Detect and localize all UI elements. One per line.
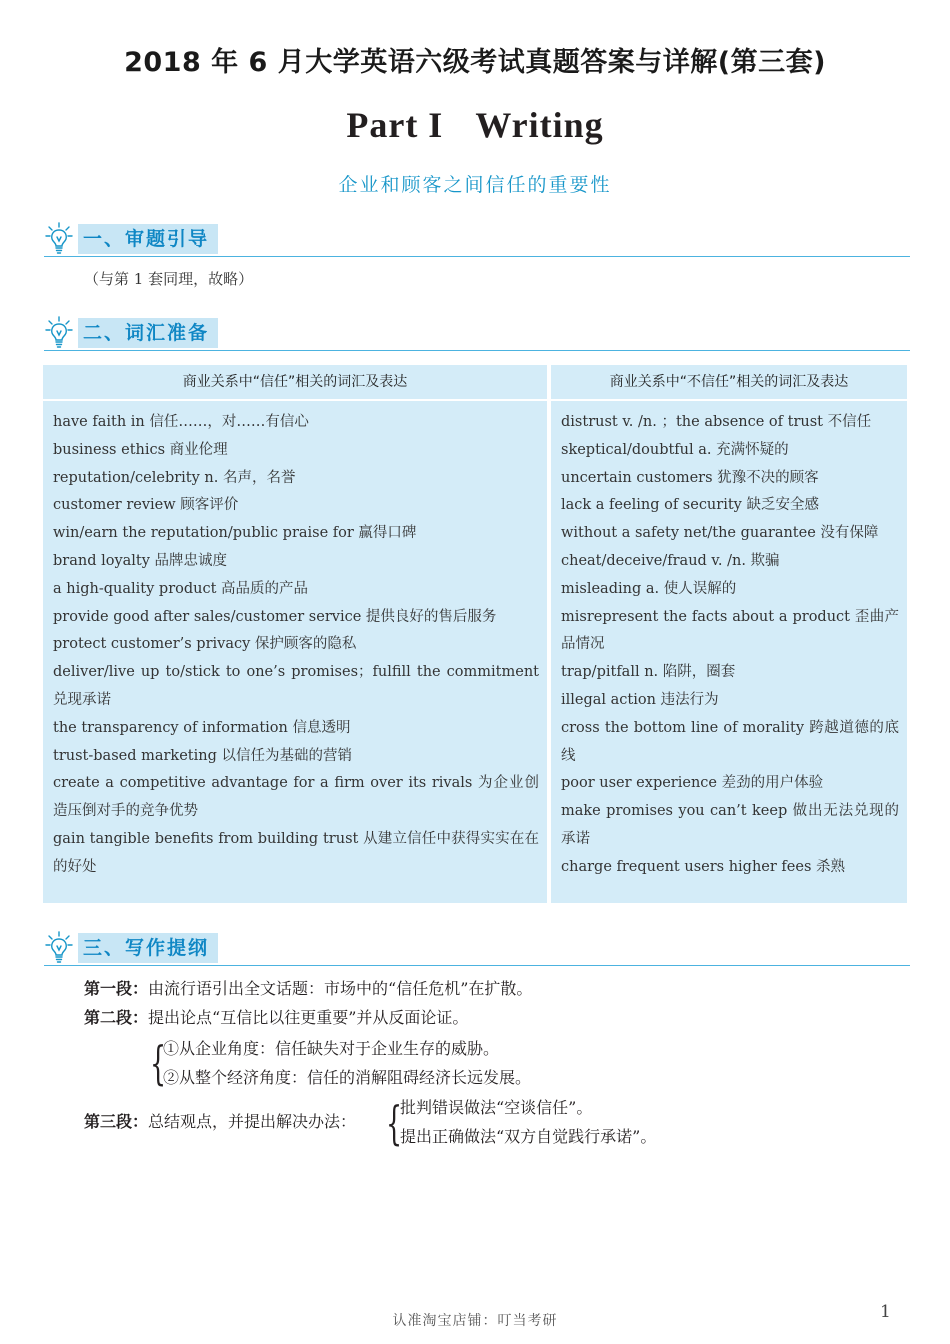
- outline-label: 第一段：: [84, 979, 149, 998]
- vocab-item: brand loyalty 品牌忠诚度: [53, 552, 228, 569]
- outline-paragraph-2: [84, 1004, 468, 1032]
- vocab-item: a high-quality product 高品质的产品: [53, 580, 309, 597]
- vocab-item: charge frequent users higher fees 杀熟: [561, 858, 846, 875]
- outline-brace: {: [386, 1096, 403, 1150]
- vocab-item: without a safety net/the guarantee 没有保障: [561, 525, 879, 542]
- document-title: 2018 年 6 月大学英语六级考试真题答案与详解(第三套): [124, 47, 826, 78]
- outline-point: ①从企业角度：信任缺失对于企业生存的威胁。: [163, 1039, 500, 1058]
- vocab-item: poor user experience 差劲的用户体验: [561, 775, 824, 792]
- outline-label: 第二段：: [84, 1008, 149, 1027]
- section-heading-label: 三、写作提纲: [78, 933, 218, 963]
- trust-column-header: 商业关系中“信任”相关的词汇及表达: [43, 365, 547, 401]
- outline-point: ②从整个经济角度：信任的消解阻碍经济长远发展。: [163, 1068, 532, 1087]
- section-rule: [44, 350, 910, 352]
- vocab-item: business ethics 商业伦理: [53, 441, 228, 458]
- trust-column: [43, 365, 547, 903]
- part-title: [0, 104, 950, 146]
- essay-topic: 企业和顾客之间信任的重要性: [338, 174, 612, 196]
- vocab-item: uncertain customers 犹豫不决的顾客: [561, 469, 819, 486]
- vocab-item: make promises you can’t keep 做出无法兑现的承诺: [561, 803, 899, 847]
- vocabulary-table: [43, 365, 907, 903]
- vocab-item: trap/pitfall n. 陷阱，圈套: [561, 664, 736, 681]
- vocab-item: gain tangible benefits from building trust 从建立信任中获得实实在在的好处: [53, 830, 539, 875]
- outline-text: 总结观点，并提出解决办法：: [148, 1112, 357, 1131]
- section-rule: [44, 965, 910, 967]
- vocab-item: the transparency of information 信息透明: [53, 719, 351, 736]
- vocab-item: provide good after sales/customer service 提供良好的售后服务: [53, 608, 497, 625]
- part-name: Writing: [475, 105, 604, 145]
- vocab-item: cross the bottom line of morality 跨越道德的底线: [561, 719, 899, 764]
- section-heading-label: 二、词汇准备: [78, 318, 218, 348]
- page-number: 1: [880, 1302, 891, 1322]
- trust-list: [43, 401, 547, 882]
- outline-point: 批判错误做法“空谈信任”。: [400, 1098, 593, 1117]
- outline-paragraph-3: [84, 1108, 356, 1136]
- distrust-column-header: 商业关系中“不信任”相关的词汇及表达: [551, 365, 907, 401]
- outline-label: 第三段：: [84, 1112, 149, 1131]
- section-heading-2: [44, 315, 910, 351]
- vocab-item: win/earn the reputation/public praise for 赢得口碑: [53, 525, 417, 542]
- outline-brace: {: [150, 1036, 167, 1090]
- vocab-item: protect customer’s privacy 保护顾客的隐私: [53, 636, 357, 653]
- vocab-item: customer review 顾客评价: [53, 497, 239, 514]
- vocab-item: illegal action 违法行为: [561, 691, 719, 708]
- vocab-item: trust-based marketing 以信任为基础的营销: [53, 747, 352, 764]
- vocab-item: distrust v. /n. ；the absence of trust 不信任: [561, 414, 872, 430]
- section-heading-label: 一、审题引导: [78, 224, 218, 254]
- lightbulb-icon: [44, 221, 78, 257]
- lightbulb-icon: [44, 930, 78, 966]
- section-rule: [44, 256, 910, 258]
- outline-text: 由流行语引出全文话题：市场中的“信任危机”在扩散。: [148, 979, 533, 998]
- vocab-item: misleading a. 使人误解的: [561, 580, 737, 597]
- vocab-item: deliver/live up to/stick to one’s promises；fulfill the commitment 兑现承诺: [53, 664, 539, 708]
- vocab-item: have faith in 信任……，对……有信心: [53, 414, 309, 430]
- footer-shop-note: 认准淘宝店铺：叮当考研: [392, 1313, 558, 1329]
- vocab-item: reputation/celebrity n. 名声，名誉: [53, 469, 296, 486]
- section-1-note: （与第 1 套同理，故略）: [84, 270, 254, 288]
- vocab-item: lack a feeling of security 缺乏安全感: [561, 497, 819, 514]
- outline-paragraph-1: [84, 975, 532, 1003]
- outline-text: 提出论点“互信比以往更重要”并从反面论证。: [148, 1008, 469, 1027]
- distrust-list: [551, 401, 907, 882]
- vocab-item: misrepresent the facts about a product 歪曲产品情况: [561, 608, 899, 653]
- outline-point: 提出正确做法“双方自觉践行承诺”。: [400, 1127, 657, 1146]
- distrust-column: [551, 365, 907, 903]
- section-heading-1: [44, 221, 910, 257]
- vocab-item: skeptical/doubtful a. 充满怀疑的: [561, 441, 789, 458]
- section-heading-3: [44, 930, 910, 966]
- vocab-item: create a competitive advantage for a firm over its rivals 为企业创造压倒对手的竞争优势: [53, 775, 539, 820]
- part-label: Part I: [346, 105, 444, 145]
- lightbulb-icon: [44, 315, 78, 351]
- vocab-item: cheat/deceive/fraud v. /n. 欺骗: [561, 552, 780, 569]
